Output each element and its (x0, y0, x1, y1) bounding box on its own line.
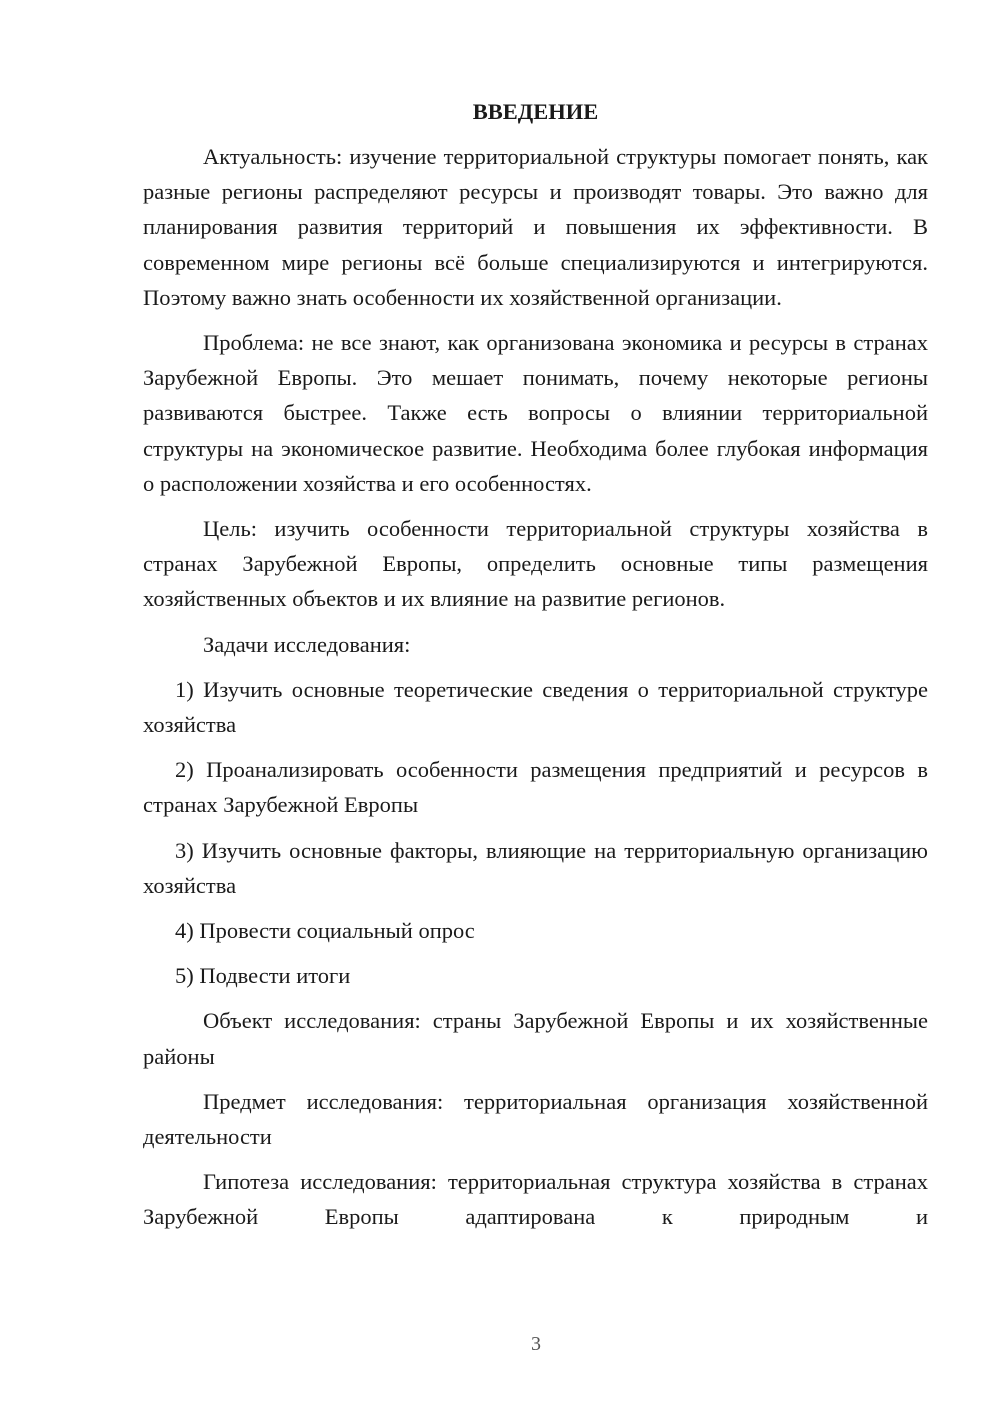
paragraph-relevance: Актуальность: изучение территориальной структуры помогает понять, как разные регионы распределяют ресурсы и производят товары. Это важно для планирования развития территорий и повышения их эффективности. В современном мире регионы всё больше специализируются и интегрируются. Поэтому важно знать особенности их хозяйственной организации. (143, 144, 928, 310)
task-item-2: 2) Проанализировать особенности размещения предприятий и ресурсов в странах Зарубежной Европы (143, 757, 928, 818)
paragraph-problem: Проблема: не все знают, как организована экономика и ресурсы в странах Зарубежной Европы. Это мешает понимать, почему некоторые регионы развиваются быстрее. Также есть вопросы о влиянии территориальной структуры на экономическое развитие. Необходима более глубокая информация о расположении хозяйства и его особенностях. (143, 330, 928, 496)
paragraph-hypothesis: Гипотеза исследования: территориальная структура хозяйства в странах Зарубежной Европы адаптирована к природным и (143, 1169, 928, 1230)
page-number: 3 (531, 1333, 541, 1355)
task-item-1: 1) Изучить основные теоретические сведения о территориальной структуре хозяйства (143, 676, 928, 738)
section-title: ВВЕДЕНИЕ (472, 99, 599, 124)
paragraph-subject: Предмет исследования: территориальная организация хозяйственной деятельности (143, 1088, 928, 1150)
task-item-4: 4) Провести социальный опрос (175, 918, 475, 944)
paragraph-object: Объект исследования: страны Зарубежной Европы и их хозяйственные районы (143, 1008, 928, 1069)
paragraph-goal: Цель: изучить особенности территориальной структуры хозяйства в странах Зарубежной Европы, определить основные типы размещения хозяйственных объектов и их влияние на развитие регионов. (143, 516, 928, 612)
task-item-5: 5) Подвести итоги (175, 963, 351, 989)
paragraph-tasks-heading: Задачи исследования: (203, 631, 411, 657)
task-item-3: 3) Изучить основные факторы, влияющие на территориальную организацию хозяйства (143, 837, 928, 898)
document-page (143, 94, 928, 1245)
